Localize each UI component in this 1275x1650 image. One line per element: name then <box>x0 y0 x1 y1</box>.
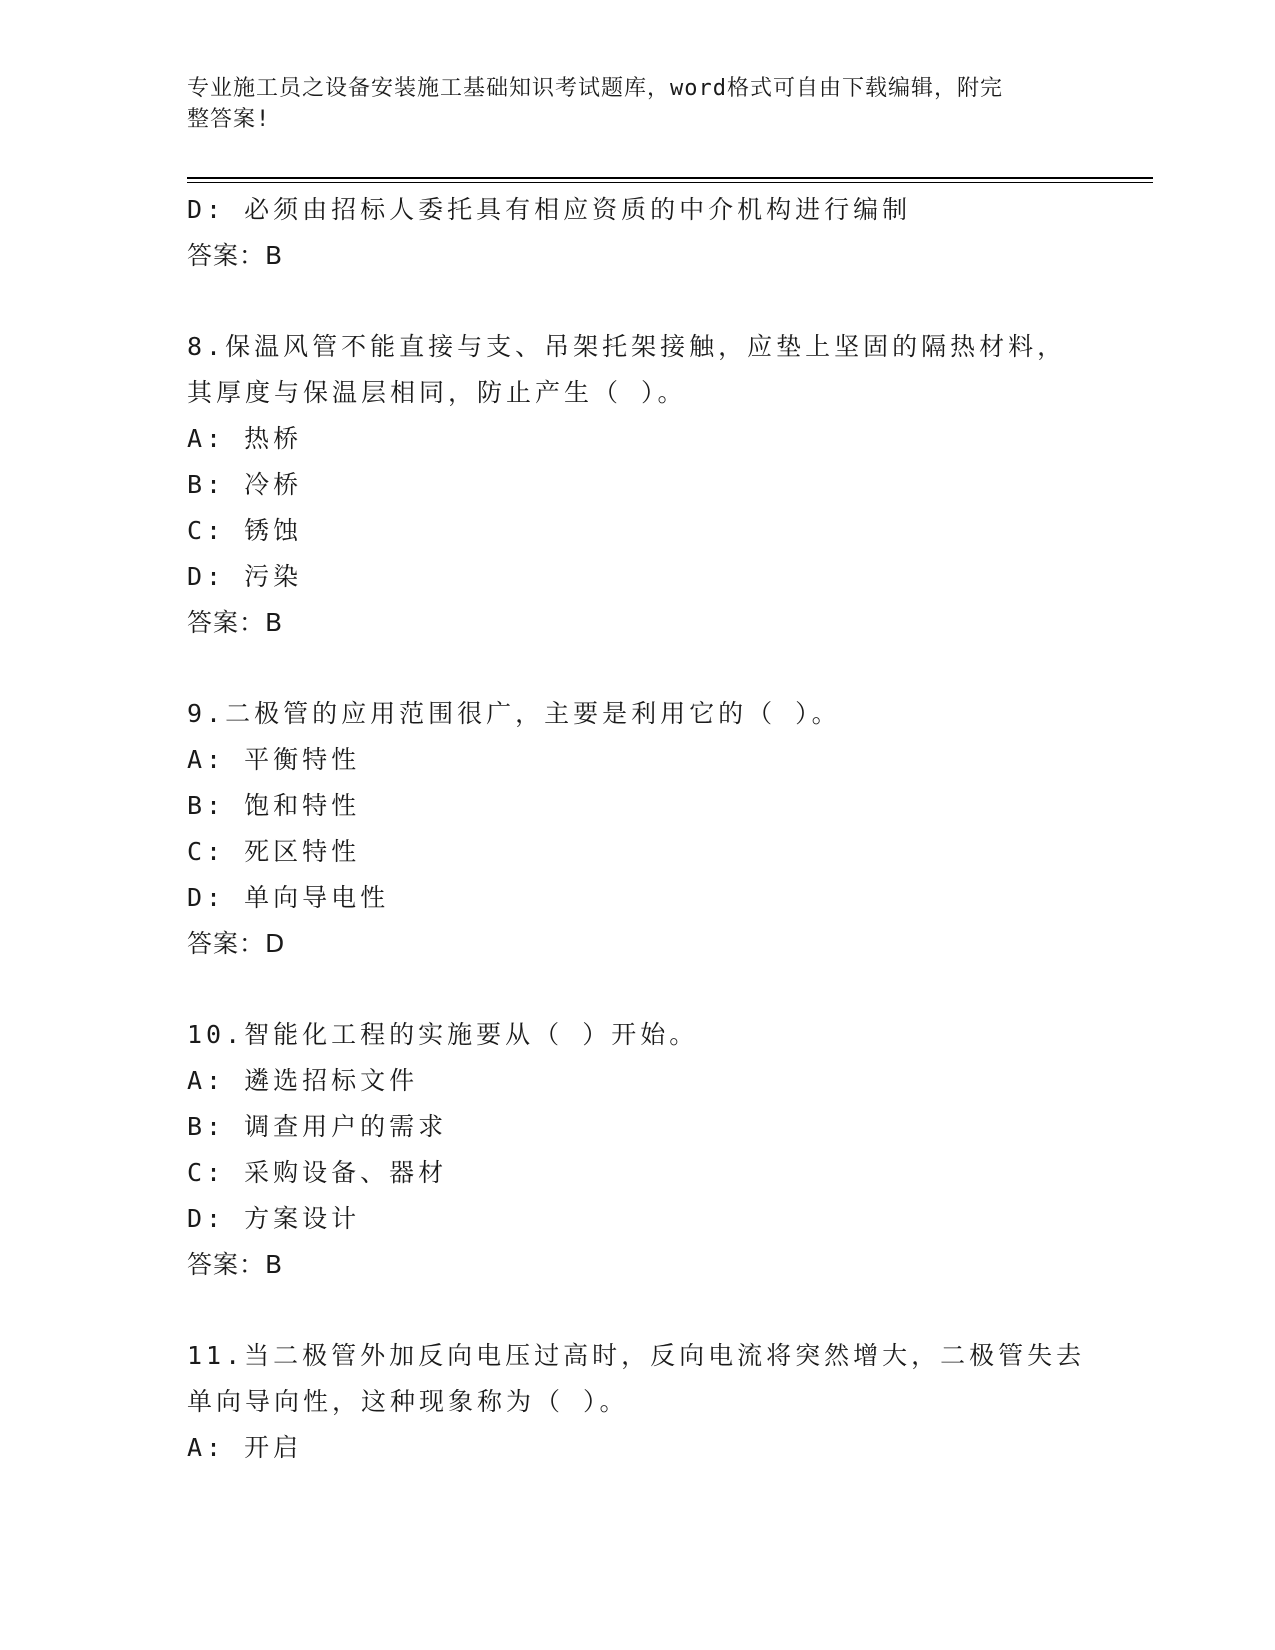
option-a: A: 平衡特性 <box>187 745 361 774</box>
header-rule-thin <box>187 182 1153 183</box>
question-9 <box>187 691 1087 967</box>
option-a: A: 开启 <box>187 1433 303 1462</box>
question-8 <box>187 324 1087 646</box>
question-10 <box>187 1012 1087 1288</box>
option-c: C: 采购设备、器材 <box>187 1158 448 1187</box>
option-b: B: 冷桥 <box>187 470 303 499</box>
option-a: A: 热桥 <box>187 424 303 453</box>
answer-line: 答案：B <box>187 1250 284 1279</box>
option-c: C: 锈蚀 <box>187 516 303 545</box>
page-body <box>187 187 1087 1471</box>
header-rule-thick <box>187 177 1153 179</box>
question-text-line-2: 其厚度与保温层相同，防止产生（ ）。 <box>187 378 687 407</box>
option-c: C: 死区特性 <box>187 837 361 866</box>
answer-line: 答案：D <box>187 929 286 958</box>
spacer <box>187 1288 1087 1333</box>
spacer <box>187 646 1087 691</box>
spacer <box>187 279 1087 324</box>
option-d: D: 必须由招标人委托具有相应资质的中介机构进行编制 <box>187 195 912 224</box>
question-text-line-1: 11.当二极管外加反向电压过高时，反向电流将突然增大，二极管失去 <box>187 1341 1086 1370</box>
answer-line: 答案：B <box>187 608 284 637</box>
header-line-2: 整答案! <box>187 107 271 132</box>
option-d: D: 方案设计 <box>187 1204 361 1233</box>
option-a: A: 遴选招标文件 <box>187 1066 419 1095</box>
question-text-line-2: 单向导向性，这种现象称为（ ）。 <box>187 1387 629 1416</box>
option-d: D: 污染 <box>187 562 303 591</box>
document-header <box>187 73 1067 135</box>
question-text-line-1: 9.二极管的应用范围很广，主要是利用它的（ ）。 <box>187 699 841 728</box>
option-b: B: 饱和特性 <box>187 791 361 820</box>
question-text-line-1: 10.智能化工程的实施要从（ ）开始。 <box>187 1020 699 1049</box>
header-line-1: 专业施工员之设备安装施工基础知识考试题库，word格式可自由下载编辑，附完 <box>187 76 1003 101</box>
option-d: D: 单向导电性 <box>187 883 390 912</box>
answer-line: 答案：B <box>187 241 284 270</box>
question-11 <box>187 1333 1087 1471</box>
question-text-line-1: 8.保温风管不能直接与支、吊架托架接触，应垫上坚固的隔热材料， <box>187 332 1067 361</box>
option-b: B: 调查用户的需求 <box>187 1112 448 1141</box>
spacer <box>187 967 1087 1012</box>
question-fragment <box>187 187 1087 279</box>
